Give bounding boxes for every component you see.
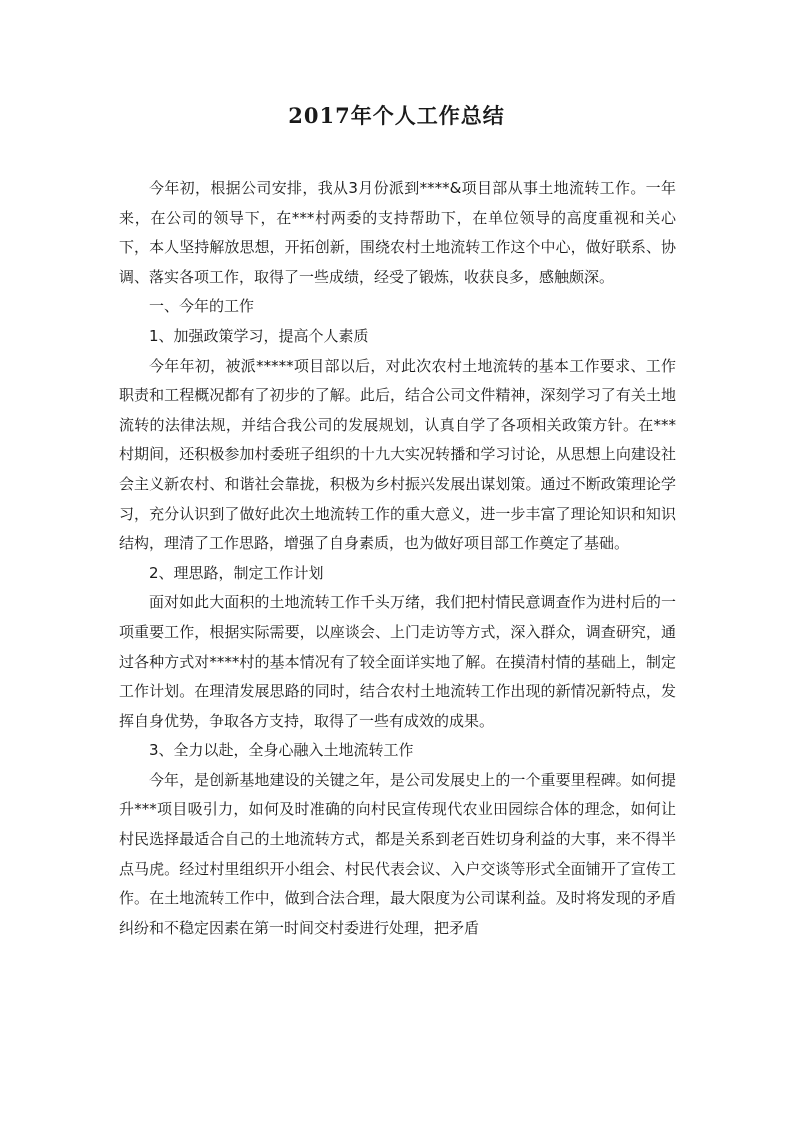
subheading-policy-study: 1、加强政策学习，提高个人素质 — [149, 326, 369, 345]
document-title: 2017年个人工作总结 — [288, 103, 505, 128]
section-heading-this-year-work: 一、今年的工作 — [149, 297, 255, 316]
subheading-work-plan: 2、理思路，制定工作计划 — [149, 563, 324, 582]
work-plan-paragraph: 面对如此大面积的土地流转工作千头万绪，我们把村情民意调查作为进村后的一项重要工作，根据实际需要，以座谈会、上门走访等方式，深入群众，调查研究，通过各种方式对****村的基本情况有了较全面详实地了解。在摸清村情的基础上，制定工作计划。在理清发展思路的同时，结合农村土地流转工作出现的新情况新特点，发挥自身优势，争取各方支持，取得了一些有成效的成果。 — [119, 593, 676, 730]
intro-paragraph: 今年初，根据公司安排，我从3月份派到****&项目部从事土地流转工作。一年来，在公司的领导下，在***村两委的支持帮助下，在单位领导的高度重视和关心下，本人坚持解放思想，开拓创新，围绕农村土地流转工作这个中心，做好联系、协调、落实各项工作，取得了一些成绩，经受了锻炼，收获良多，感触颇深。 — [119, 179, 676, 286]
document-body — [119, 174, 676, 943]
subheading-land-transfer: 3、全力以赴，全身心融入土地流转工作 — [149, 741, 414, 760]
policy-study-paragraph: 今年年初，被派*****项目部以后，对此次农村土地流转的基本工作要求、工作职责和工程概况都有了初步的了解。此后，结合公司文件精神，深刻学习了有关土地流转的法律法规，并结合我公司的发展规划，认真自学了各项相关政策方针。在***村期间，还积极参加村委班子组织的十九大实况转播和学习讨论，从思想上向建设社会主义新农村、和谐社会靠拢，积极为乡村振兴发展出谋划策。通过不断政策理论学习，充分认识到了做好此次土地流转工作的重大意义，进一步丰富了理论知识和知识结构，理清了工作思路，增强了自身素质，也为做好项目部工作奠定了基础。 — [119, 356, 676, 553]
land-transfer-paragraph: 今年，是创新基地建设的关键之年，是公司发展史上的一个重要里程碑。如何提升***项目吸引力，如何及时准确的向村民宣传现代农业田园综合体的理念，如何让村民选择最适合自己的土地流转方式，都是关系到老百姓切身利益的大事，来不得半点马虎。经过村里组织开小组会、村民代表会议、入户交谈等形式全面铺开了宣传工作。在土地流转工作中，做到合法合理，最大限度为公司谋利益。及时将发现的矛盾纠纷和不稳定因素在第一时间交村委进行处理，把矛盾 — [119, 770, 676, 937]
